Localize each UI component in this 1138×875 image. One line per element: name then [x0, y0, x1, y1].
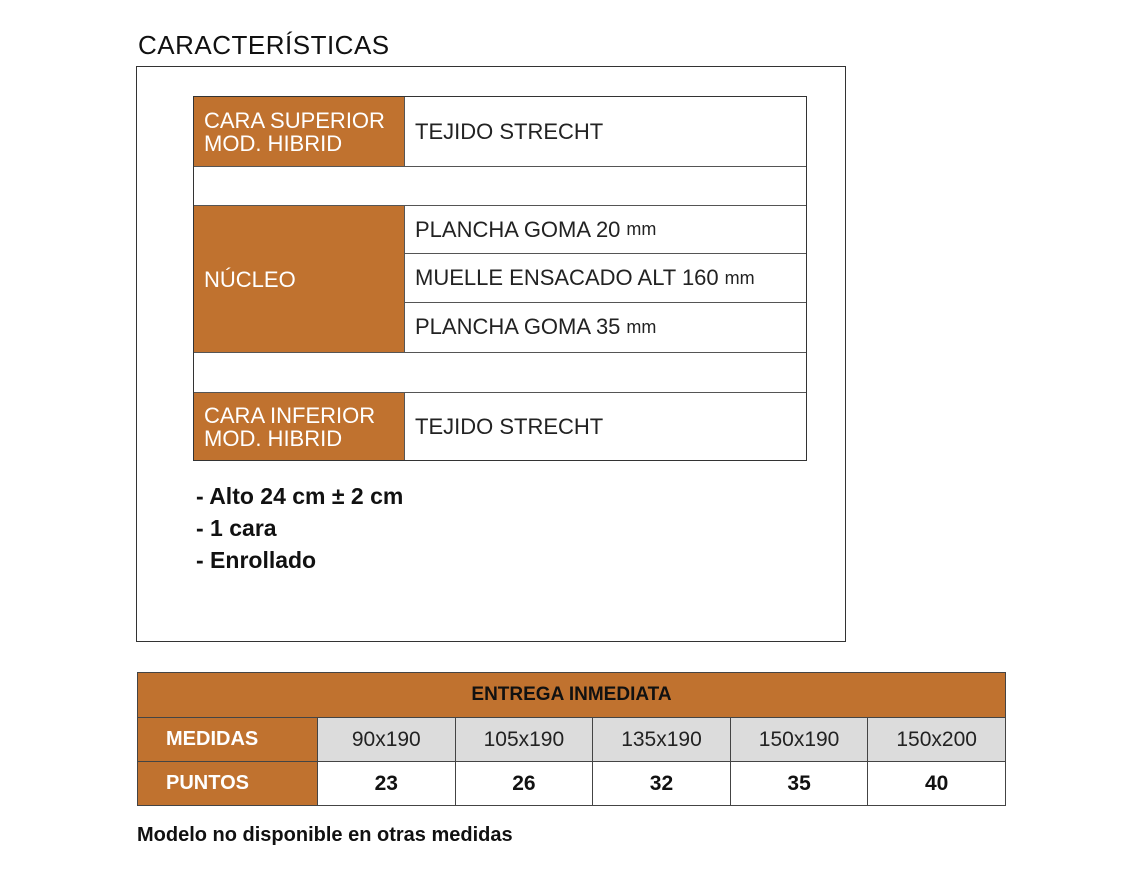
layer-label-core [194, 206, 405, 352]
sizes-label: MEDIDAS [138, 718, 318, 761]
size-cell: 135x190 [593, 718, 731, 761]
size-cell: 105x190 [456, 718, 594, 761]
size-cell: 150x200 [868, 718, 1005, 761]
layer-value-core-3 [405, 303, 806, 351]
layer-value-bottom-text: TEJIDO STRECHT [415, 413, 604, 439]
layers-table [193, 96, 807, 461]
spec-list [196, 480, 403, 576]
spec-item-height: - Alto 24 cm ± 2 cm [196, 483, 404, 509]
layer-value-core-1-unit: mm [626, 219, 657, 239]
delivery-title: ENTREGA INMEDIATA [138, 673, 1005, 718]
layer-row-bottom [194, 393, 806, 460]
size-cell: 150x190 [731, 718, 869, 761]
delivery-table [137, 672, 1006, 806]
layer-value-top [405, 97, 806, 166]
points-cell: 23 [318, 762, 456, 805]
section-title: CARACTERÍSTICAS [138, 30, 390, 60]
points-label: PUNTOS [138, 762, 318, 805]
layer-value-bottom [405, 393, 806, 460]
points-cell: 32 [593, 762, 731, 805]
layer-label-bottom [194, 393, 405, 460]
layer-label-bottom-line2: MOD. HIBRID [204, 425, 343, 451]
layer-label-top-line1: CARA SUPERIOR [204, 107, 385, 133]
layer-value-core-2-unit: mm [724, 267, 755, 288]
layer-label-bottom-line1: CARA INFERIOR [204, 402, 376, 428]
points-cell: 40 [868, 762, 1005, 805]
size-cell: 90x190 [318, 718, 456, 761]
points-cell: 35 [731, 762, 869, 805]
layer-value-core-1 [405, 206, 806, 254]
layer-row-top [194, 97, 806, 167]
delivery-points-row [138, 761, 1005, 805]
layer-value-core-1-text: PLANCHA GOMA 20 [415, 216, 621, 242]
layer-value-core-2 [405, 254, 806, 303]
layer-row-core [194, 206, 806, 353]
layer-spacer [194, 353, 806, 393]
layer-value-core-3-unit: mm [626, 316, 657, 337]
layer-values-bottom [405, 393, 806, 460]
layer-label-top [194, 97, 405, 166]
footnote: Modelo no disponible en otras medidas [137, 824, 513, 846]
points-cell: 26 [456, 762, 594, 805]
layer-value-top-text: TEJIDO STRECHT [415, 118, 604, 144]
layer-spacer [194, 167, 806, 206]
spec-item-sides: - 1 cara [196, 515, 277, 541]
layer-label-core-text: NÚCLEO [204, 266, 296, 292]
layer-value-core-2-text: MUELLE ENSACADO ALT 160 [415, 265, 719, 290]
spec-item-rolled: - Enrollado [196, 547, 317, 573]
layer-label-top-line2: MOD. HIBRID [204, 130, 343, 156]
layer-values-core [405, 206, 806, 352]
layer-values-top [405, 97, 806, 166]
delivery-sizes-row [138, 718, 1005, 761]
layer-value-core-3-text: PLANCHA GOMA 35 [415, 314, 621, 339]
